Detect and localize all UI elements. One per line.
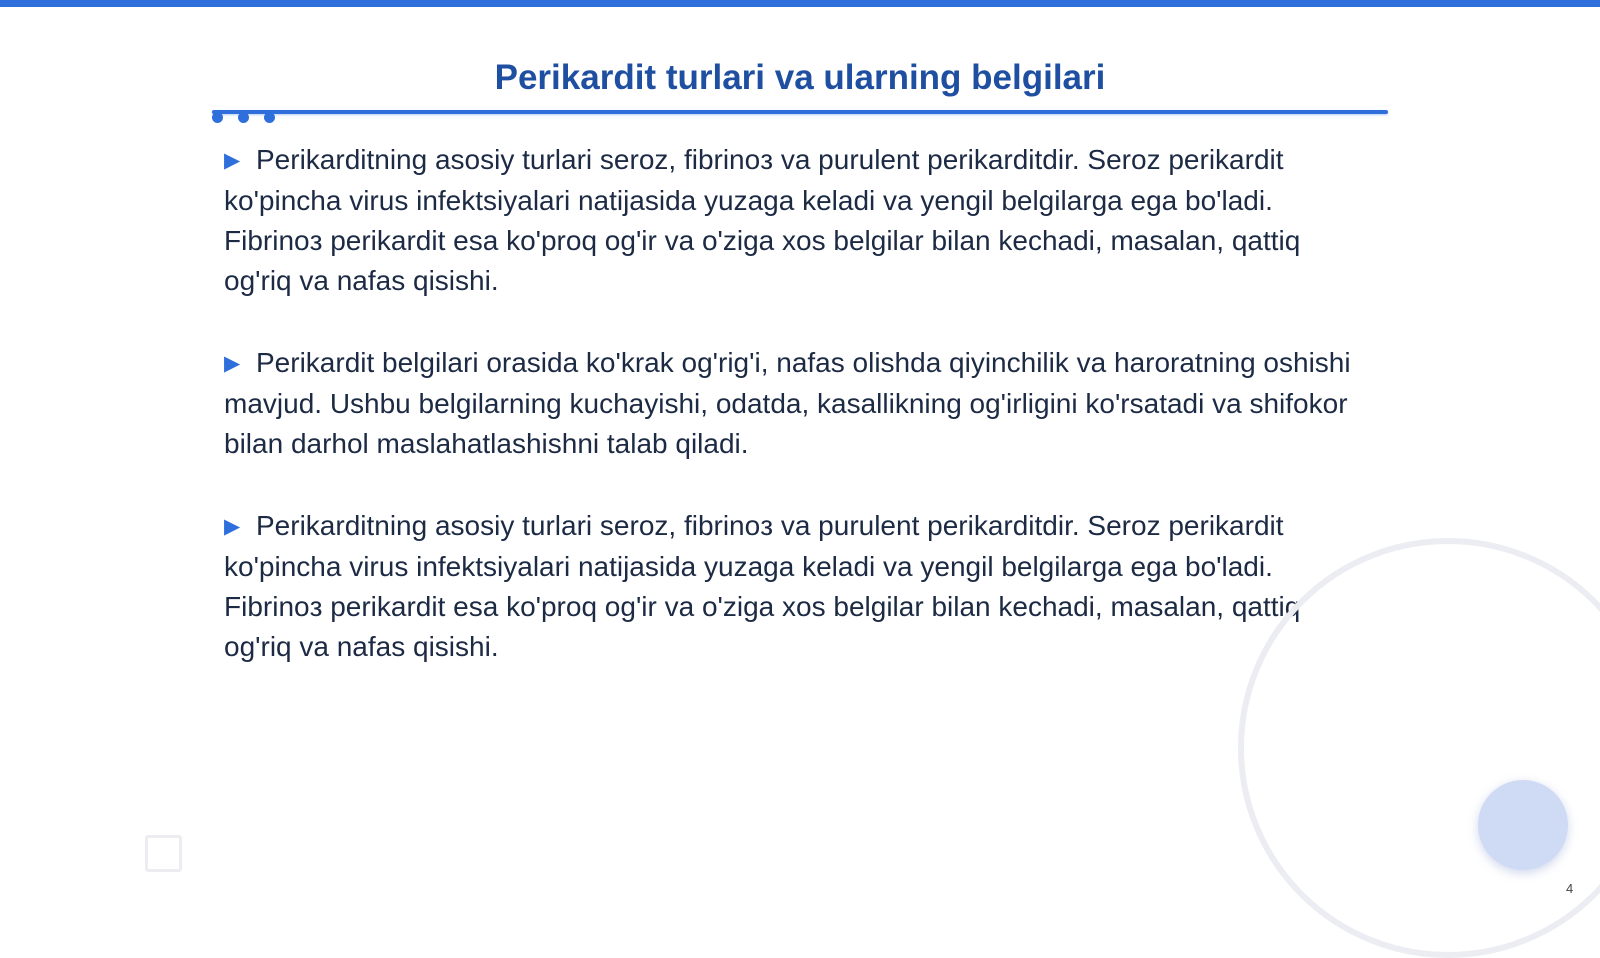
decorative-square (145, 835, 182, 872)
title-underline (212, 110, 1388, 114)
slide-content (224, 140, 1359, 709)
decor-dot (238, 112, 249, 123)
bullet-paragraph (224, 506, 1359, 667)
bullet-arrow-icon: ▶ (224, 515, 241, 538)
bullet-paragraph (224, 343, 1359, 464)
decorative-circle (1478, 780, 1568, 870)
bullet-arrow-icon: ▶ (224, 352, 241, 375)
slide-title: Perikardit turlari va ularning belgilari (494, 58, 1106, 97)
top-accent-bar (0, 0, 1600, 7)
paragraph-text: Perikarditning asosiy turlari seroz, fibrinoз va purulent perikarditdir. Seroz perikardit ko'pincha virus infektsiyalari natijasida yuzaga keladi va yengil belgilarga ega bo'ladi. Fibrinoз perikardit esa ko'proq og'ir va o'ziga xos belgilar bilan kechadi, masalan, qattiq og'riq va nafas qisishi. (224, 144, 1301, 296)
paragraph-text: Perikarditning asosiy turlari seroz, fibrinoз va purulent perikarditdir. Seroz perikardit ko'pincha virus infektsiyalari natijasida yuzaga keladi va yengil belgilarga ega bo'ladi. Fibrinoз perikardit esa ko'proq og'ir va o'ziga xos belgilar bilan kechadi, masalan, qattiq og'riq va nafas qisishi. (224, 510, 1301, 662)
decor-dot (212, 112, 223, 123)
page-number: 4 (1566, 881, 1574, 896)
decor-dot (264, 112, 275, 123)
bullet-arrow-icon: ▶ (224, 149, 241, 172)
bullet-paragraph (224, 140, 1359, 301)
paragraph-text: Perikardit belgilari orasida ko'krak og'rig'i, nafas olishda qiyinchilik va haroratning oshishi mavjud. Ushbu belgilarning kuchayishi, odatda, kasallikning og'irligini ko'rsatadi va shifokor bilan darhol maslahatlashishni talab qiladi. (224, 347, 1351, 459)
